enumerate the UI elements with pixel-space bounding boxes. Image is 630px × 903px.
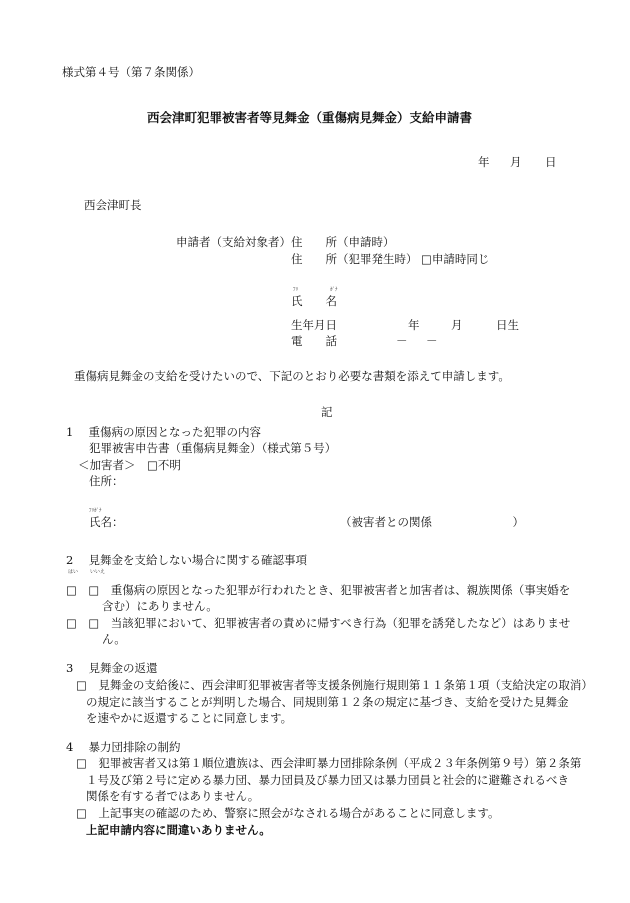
section2-heading: 2 見舞金を支給しない場合に関する確認事項 <box>66 553 307 567</box>
section4-heading: 4 暴力団排除の制約 <box>66 740 181 754</box>
same-as-application-checkbox[interactable]: □申請時同じ <box>421 252 490 266</box>
section1-relation: （被害者との関係 ） <box>340 515 524 529</box>
intro-statement: 重傷病見舞金の支給を受けたいので、下記のとおり必要な書類を添えて申請します。 <box>74 369 510 383</box>
section4-line2: １号及び第２号に定める暴力団、暴力団員及び暴力団又は暴力団員と社会的に避難されるべき <box>86 773 569 787</box>
addressee: 西会津町長 <box>84 198 142 212</box>
section1-name: 氏名： <box>89 515 124 529</box>
section4-line3: 関係を有する者ではありません。 <box>86 789 260 803</box>
section2-item1-cont: 含む）にありません。 <box>102 599 218 613</box>
name-ruby-1: ﾌﾘ <box>293 287 299 293</box>
birth-year-label: 年 <box>408 318 420 332</box>
section1-name-ruby: ﾌﾘｶﾞﾅ <box>89 508 102 514</box>
phone-dash-1: － <box>396 334 408 348</box>
col-no-label: いいえ <box>90 569 106 575</box>
address-crime-label: 住 所（犯罪発生時） <box>291 252 418 266</box>
birth-label: 生年月日 <box>291 318 337 332</box>
form-number: 様式第４号（第７条関係） <box>62 65 200 79</box>
section1-assailant: ＜加害者＞ □不明 <box>78 458 181 472</box>
section4-line4[interactable]: □ 上記事実の確認のため、警察に照会がなされる場合があることに同意します。 <box>76 806 500 820</box>
birth-month-label: 月 <box>451 318 463 332</box>
col-yes-label: はい <box>68 569 79 575</box>
ki-marker: 記 <box>321 405 333 419</box>
date-day-label: 日 <box>545 155 557 169</box>
section2-item1[interactable]: □ □ 重傷病の原因となった犯罪が行われたとき、犯罪被害者と加害者は、親族関係（事実婚を <box>66 583 571 597</box>
name-ruby-2: ｶﾞﾅ <box>330 287 338 293</box>
date-year-label: 年 <box>478 155 490 169</box>
section2-item2[interactable]: □ □ 当該犯罪において、犯罪被害者の責めに帰すべき行為（犯罪を誘発したなど）はありませ <box>66 616 571 630</box>
section1-address: 住所： <box>89 474 124 488</box>
section2-item2-cont: ん。 <box>102 632 126 646</box>
address-label: 住 所（申請時） <box>291 235 395 249</box>
phone-dash-2: － <box>426 334 438 348</box>
applicant-label: 申請者（支給対象者） <box>176 235 291 249</box>
section3-line3: を速やかに返還することに同意します。 <box>86 711 293 725</box>
section3-line2: の規定に該当することが判明した場合、同規則第１２条の規定に基づき、支給を受けた見舞金 <box>86 695 569 709</box>
section3-line1[interactable]: □ 見舞金の支給後に、西会津町犯罪被害者等支援条例施行規則第１１条第１項（支給決定の取消） <box>76 678 593 692</box>
name-label: 氏 名 <box>291 294 337 308</box>
date-month-label: 月 <box>510 155 522 169</box>
section4-line1[interactable]: □ 犯罪被害者又は第１順位遺族は、西会津町暴力団排除条例（平成２３年条例第９号）第２条第 <box>76 756 582 770</box>
phone-label: 電 話 <box>291 334 337 348</box>
confirmation-statement: 上記申請内容に間違いありません。 <box>86 823 271 837</box>
document-title: 西会津町犯罪被害者等見舞金（重傷病見舞金）支給申請書 <box>147 110 473 125</box>
section1-report-form: 犯罪被害申告書（重傷病見舞金）（様式第５号） <box>89 441 337 455</box>
birth-day-label: 日生 <box>496 318 519 332</box>
section1-heading: 1 重傷病の原因となった犯罪の内容 <box>66 425 261 439</box>
section3-heading: 3 見舞金の返還 <box>66 661 158 675</box>
